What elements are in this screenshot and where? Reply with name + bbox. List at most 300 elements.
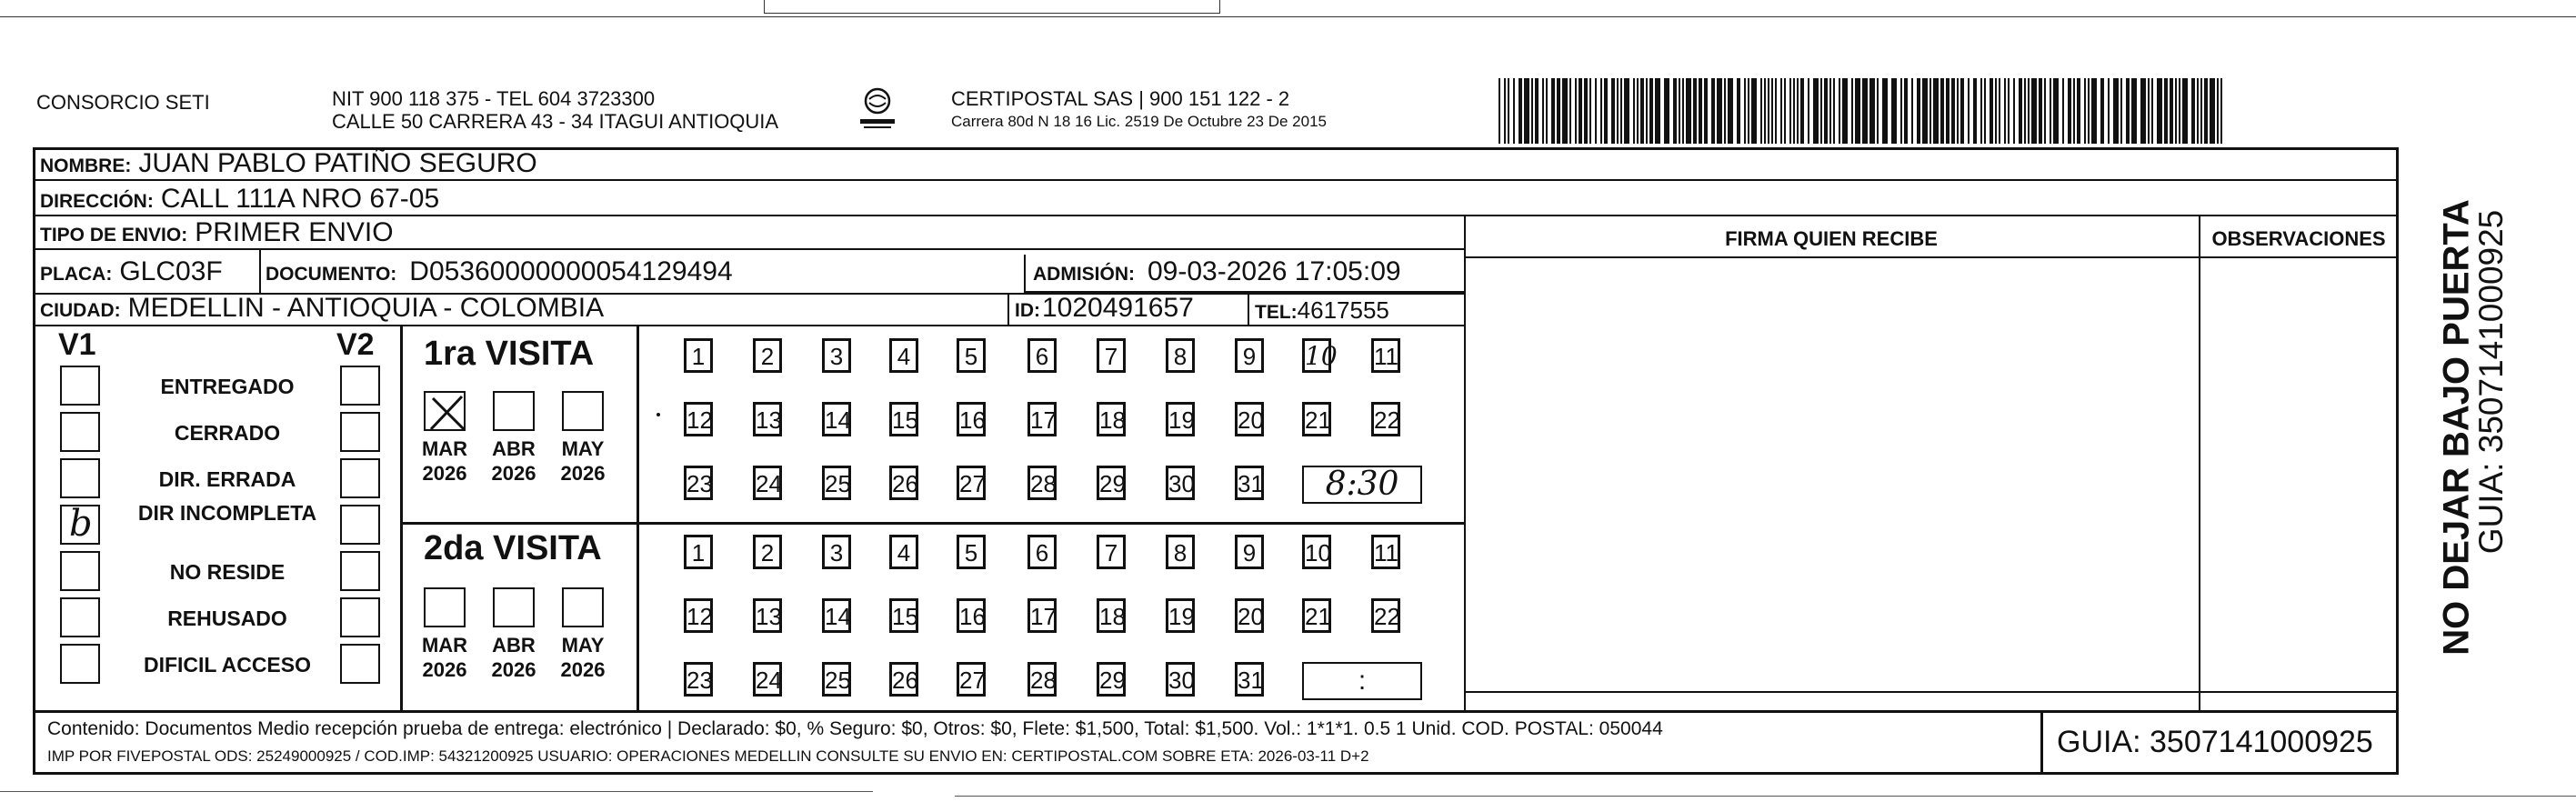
barcode-bar bbox=[1891, 78, 1897, 144]
second-visit-day-box[interactable] bbox=[684, 662, 713, 697]
first-visit-day-number: 3 bbox=[829, 343, 844, 370]
barcode-bar bbox=[1531, 78, 1533, 144]
status-label: NO RESIDE bbox=[169, 560, 286, 584]
second-visit-day-box[interactable] bbox=[1166, 662, 1195, 697]
first-visit-day-box[interactable] bbox=[1027, 338, 1057, 373]
first-visit-day-box[interactable] bbox=[1235, 338, 1264, 373]
first-visit-month-checkbox[interactable] bbox=[424, 391, 466, 431]
v1-checkbox[interactable] bbox=[60, 551, 100, 591]
barcode-bar bbox=[2175, 78, 2177, 144]
certipostal-logo bbox=[858, 86, 897, 132]
barcode-bar bbox=[2091, 78, 2097, 144]
second-visit-day-number: 9 bbox=[1242, 539, 1257, 566]
first-visit-day-box[interactable] bbox=[1027, 466, 1057, 500]
second-visit-day-box[interactable] bbox=[1302, 598, 1331, 633]
barcode-bar bbox=[1679, 78, 1680, 144]
nit-line: NIT 900 118 375 - TEL 604 3723300 bbox=[332, 87, 656, 110]
barcode-bar bbox=[1829, 78, 1831, 144]
rule bbox=[636, 325, 639, 710]
barcode-bar bbox=[1508, 78, 1509, 144]
status-label: REHUSADO bbox=[167, 607, 287, 630]
second-visit-day-box[interactable] bbox=[1235, 598, 1264, 633]
second-visit-month-checkbox[interactable] bbox=[562, 587, 604, 627]
second-visit-day-box[interactable] bbox=[889, 662, 918, 697]
first-visit-day-number: 18 bbox=[1099, 406, 1126, 434]
first-visit-day-box[interactable] bbox=[684, 338, 713, 373]
barcode-bar bbox=[1717, 78, 1722, 144]
barcode-bar bbox=[1604, 78, 1608, 144]
second-visit-day-box[interactable] bbox=[1027, 598, 1057, 633]
placa-label: PLACA: bbox=[40, 264, 113, 285]
second-visit-day-number: 21 bbox=[1305, 603, 1331, 630]
first-visit-day-box[interactable] bbox=[1371, 402, 1400, 436]
barcode-bar bbox=[2084, 78, 2086, 144]
second-visit-day-box[interactable] bbox=[822, 598, 851, 633]
month-check-mark bbox=[426, 393, 467, 433]
second-visit-month-label: MAY bbox=[561, 634, 605, 657]
barcode-bar bbox=[2164, 78, 2168, 144]
first-visit-day-number: 9 bbox=[1242, 343, 1257, 370]
second-visit-day-number: 2 bbox=[760, 539, 775, 566]
barcode-bar bbox=[1624, 78, 1629, 144]
first-visit-day-box[interactable] bbox=[753, 466, 782, 500]
second-visit-month-checkbox[interactable] bbox=[493, 587, 535, 627]
barcode-bar bbox=[1789, 78, 1791, 144]
second-visit-day-box[interactable] bbox=[1097, 535, 1126, 569]
barcode-bar bbox=[1900, 78, 1902, 144]
barcode-bar bbox=[1869, 78, 1875, 144]
second-visit-day-number: 12 bbox=[687, 603, 713, 630]
second-visit-day-box[interactable] bbox=[889, 598, 918, 633]
barcode-bar bbox=[1617, 78, 1619, 144]
v2-checkbox[interactable] bbox=[340, 597, 380, 637]
first-visit-day-number: 24 bbox=[756, 470, 782, 497]
barcode-bar bbox=[1911, 78, 1913, 144]
second-visit-day-number: 31 bbox=[1238, 667, 1264, 694]
rule bbox=[259, 248, 261, 293]
barcode-bar bbox=[2204, 78, 2208, 144]
barcode-bar bbox=[1917, 78, 1920, 144]
first-visit-day-box[interactable] bbox=[1097, 402, 1126, 436]
first-visit-day-box[interactable] bbox=[957, 466, 986, 500]
barcode-bar bbox=[1673, 78, 1677, 144]
barcode-bar bbox=[1933, 78, 1939, 144]
v2-checkbox[interactable] bbox=[340, 505, 380, 545]
barcode-bar bbox=[1760, 78, 1762, 144]
barcode-bar bbox=[1784, 78, 1786, 144]
barcode-bar bbox=[1724, 78, 1726, 144]
second-visit-day-number: 4 bbox=[897, 539, 911, 566]
first-visit-day-number: 15 bbox=[892, 406, 918, 434]
barcode-bar bbox=[2120, 78, 2122, 144]
second-visit-day-number: 26 bbox=[892, 667, 918, 694]
first-visit-day-number: 10 bbox=[1305, 341, 1338, 371]
first-visit-time-box[interactable]: 8:30 bbox=[1302, 466, 1422, 504]
first-visit-day-number: 22 bbox=[1374, 406, 1400, 434]
barcode-bar bbox=[1797, 78, 1799, 144]
rule bbox=[33, 179, 2399, 181]
barcode-bar bbox=[1999, 78, 2000, 144]
barcode-bar bbox=[1968, 78, 1970, 144]
first-visit-day-number: 25 bbox=[825, 470, 851, 497]
rule bbox=[0, 791, 873, 792]
second-visit-day-number: 13 bbox=[756, 603, 782, 630]
v1-checkbox[interactable] bbox=[60, 412, 100, 452]
barcode-bar bbox=[2191, 78, 2195, 144]
barcode-bar bbox=[2028, 78, 2030, 144]
barcode-bar bbox=[2113, 78, 2119, 144]
first-visit-day-number: 7 bbox=[1104, 343, 1118, 370]
second-visit-day-box[interactable] bbox=[1235, 662, 1264, 697]
second-visit-month-label: MAR bbox=[421, 634, 468, 657]
barcode-bar bbox=[1620, 78, 1622, 144]
barcode-bar bbox=[2182, 78, 2188, 144]
barcode-bar bbox=[1551, 78, 1555, 144]
second-visit-day-box[interactable] bbox=[1166, 598, 1195, 633]
second-visit-day-number: 23 bbox=[687, 667, 713, 694]
barcode-bar bbox=[2039, 78, 2042, 144]
barcode-bar bbox=[2073, 78, 2075, 144]
second-visit-day-number: 3 bbox=[829, 539, 844, 566]
id-value: 1020491657 bbox=[1042, 293, 1194, 323]
side-guia: GUIA: 3507141000925 bbox=[2472, 209, 2510, 555]
barcode-bar bbox=[1557, 78, 1560, 144]
barcode-bar bbox=[2220, 78, 2222, 144]
second-visit-day-box[interactable] bbox=[684, 535, 713, 569]
documento-row bbox=[266, 256, 733, 287]
first-visit-day-box[interactable] bbox=[1166, 338, 1195, 373]
first-visit-day-number: 1 bbox=[691, 343, 706, 370]
status-label: CERRADO bbox=[174, 421, 281, 445]
v1-checkbox[interactable] bbox=[60, 366, 100, 406]
footer-guia: GUIA: 3507141000925 bbox=[2057, 725, 2373, 759]
barcode-bar bbox=[1768, 78, 1769, 144]
barcode-bar bbox=[1693, 78, 1697, 144]
second-visit-day-number: 28 bbox=[1030, 667, 1057, 694]
first-visit-day-box[interactable] bbox=[1097, 338, 1126, 373]
barcode-bar bbox=[1808, 78, 1809, 144]
barcode-bar bbox=[2019, 78, 2022, 144]
second-visit-day-box[interactable] bbox=[822, 535, 851, 569]
second-visit-day-box[interactable] bbox=[1027, 662, 1057, 697]
placa-value: GLC03F bbox=[119, 256, 223, 286]
second-visit-day-number: 20 bbox=[1238, 603, 1264, 630]
ciudad-label: CIUDAD: bbox=[40, 300, 121, 321]
first-visit-month-checkbox[interactable] bbox=[562, 391, 604, 431]
v2-checkbox[interactable] bbox=[340, 458, 380, 498]
barcode-bar bbox=[2053, 78, 2059, 144]
barcode-bar bbox=[1820, 78, 1822, 144]
first-visit-day-number: 17 bbox=[1030, 406, 1057, 434]
first-visit-day-box[interactable] bbox=[1097, 466, 1126, 500]
observaciones-header: OBSERVACIONES bbox=[2211, 227, 2386, 250]
barcode-bar bbox=[2008, 78, 2010, 144]
second-visit-month-label: ABR bbox=[492, 634, 536, 657]
barcode-bar bbox=[1922, 78, 1928, 144]
footer-line1: Contenido: Documentos Medio recepción prueba de entrega: electrónico | Declarado: $0, % Seguro: $0, Otros: $0, Flete: $1,500, Total: $1,500. Vol.: 1*1*1. 0.5 1 Unid. COD. POSTAL: 050044 bbox=[47, 718, 1663, 739]
v2-checkbox[interactable] bbox=[340, 644, 380, 684]
first-visit-day-number: 28 bbox=[1030, 470, 1057, 497]
direccion-row bbox=[40, 184, 439, 215]
barcode-bar bbox=[1542, 78, 1544, 144]
barcode-bar bbox=[1855, 78, 1860, 144]
first-visit-day-number: 13 bbox=[756, 406, 782, 434]
second-visit-day-number: 19 bbox=[1168, 603, 1195, 630]
first-visit-day-box[interactable] bbox=[753, 338, 782, 373]
second-visit-day-box[interactable] bbox=[1235, 535, 1264, 569]
first-visit-day-box[interactable] bbox=[1027, 402, 1057, 436]
footer-line2: IMP POR FIVEPOSTAL ODS: 25249000925 / COD.IMP: 54321200925 USUARIO: OPERACIONES MEDELLIN CONSULTE SU ENVIO EN: CERTIPOSTAL.COM SOBRE ETA: 2026-03-11 D+2 bbox=[47, 747, 1369, 765]
first-visit-day-box[interactable] bbox=[753, 402, 782, 436]
barcode-bar bbox=[1862, 78, 1868, 144]
direccion-value: CALL 111A NRO 67-05 bbox=[160, 184, 440, 214]
status-label: DIFICIL ACCESO bbox=[143, 653, 311, 677]
status-label: ENTREGADO bbox=[160, 375, 295, 398]
first-visit-day-box[interactable] bbox=[1302, 402, 1331, 436]
id-label: ID: bbox=[1015, 300, 1040, 321]
rule bbox=[1248, 293, 1249, 325]
first-visit-day-box[interactable] bbox=[889, 466, 918, 500]
barcode-bar bbox=[2148, 78, 2150, 144]
v2-checkbox[interactable] bbox=[340, 412, 380, 452]
ciudad-row bbox=[40, 293, 604, 324]
second-visit-day-box[interactable] bbox=[957, 662, 986, 697]
barcode-bar bbox=[1584, 78, 1588, 144]
second-visit-day-box[interactable] bbox=[1371, 535, 1400, 569]
first-visit-day-number: 6 bbox=[1035, 343, 1049, 370]
speck bbox=[657, 413, 660, 416]
barcode-bar bbox=[1744, 78, 1746, 144]
second-visit-day-number: 11 bbox=[1374, 539, 1398, 566]
barcode-bar bbox=[1595, 78, 1597, 144]
first-visit-title: 1ra VISITA bbox=[424, 335, 595, 373]
second-visit-day-box[interactable] bbox=[753, 535, 782, 569]
second-visit-day-number: 5 bbox=[964, 539, 978, 566]
first-visit-day-box[interactable] bbox=[684, 466, 713, 500]
v1-checkbox[interactable] bbox=[60, 597, 100, 637]
top-tab bbox=[764, 0, 1220, 14]
barcode-bar bbox=[1842, 78, 1848, 144]
first-visit-day-number: 30 bbox=[1168, 470, 1195, 497]
admision-row bbox=[1033, 256, 1401, 287]
first-visit-day-box[interactable] bbox=[822, 402, 851, 436]
first-visit-day-box[interactable] bbox=[1302, 338, 1338, 373]
second-visit-day-number: 22 bbox=[1374, 603, 1400, 630]
rule bbox=[1464, 215, 1466, 710]
second-visit-day-number: 29 bbox=[1099, 667, 1126, 694]
documento-label: DOCUMENTO: bbox=[266, 264, 397, 285]
barcode-bar bbox=[1682, 78, 1684, 144]
first-visit-day-box[interactable] bbox=[889, 402, 918, 436]
barcode-bar bbox=[1973, 78, 1977, 144]
second-visit-year-label: 2026 bbox=[422, 658, 467, 681]
second-visit-day-box[interactable] bbox=[1097, 598, 1126, 633]
first-visit-day-number: 4 bbox=[897, 343, 911, 370]
side-warning: NO DEJAR BAJO PUERTA bbox=[2436, 199, 2477, 656]
first-visit-month-checkbox[interactable] bbox=[493, 391, 535, 431]
barcode-bar bbox=[1775, 78, 1777, 144]
nombre-value: JUAN PABLO PATIÑO SEGURO bbox=[138, 148, 537, 178]
direccion-label: DIRECCIÓN: bbox=[40, 191, 154, 212]
company-name: CONSORCIO SETI bbox=[36, 91, 210, 114]
first-visit-year-label: 2026 bbox=[422, 462, 467, 485]
barcode-bar bbox=[1686, 78, 1691, 144]
barcode-bar bbox=[1793, 78, 1795, 144]
first-visit-day-box[interactable] bbox=[889, 338, 918, 373]
barcode-bar bbox=[1995, 78, 1997, 144]
first-visit-day-box[interactable] bbox=[1166, 402, 1195, 436]
barcode-bar bbox=[1771, 78, 1773, 144]
barcode-bar bbox=[1748, 78, 1749, 144]
rule bbox=[1464, 691, 2399, 693]
barcode-bar bbox=[2024, 78, 2026, 144]
barcode-bar bbox=[1851, 78, 1853, 144]
nombre-label: NOMBRE: bbox=[40, 155, 132, 176]
documento-value: D05360000000054129494 bbox=[409, 256, 733, 286]
first-visit-day-box[interactable] bbox=[1166, 466, 1195, 500]
barcode-bar bbox=[2013, 78, 2015, 144]
barcode-bar bbox=[2170, 78, 2173, 144]
first-visit-day-number: 23 bbox=[687, 470, 713, 497]
second-visit-day-box[interactable] bbox=[1302, 535, 1331, 569]
barcode-bar bbox=[1957, 78, 1959, 144]
barcode-bar bbox=[2197, 78, 2199, 144]
barcode-bar bbox=[2151, 78, 2153, 144]
second-visit-month-checkbox[interactable] bbox=[424, 587, 466, 627]
second-visit-day-number: 15 bbox=[892, 603, 918, 630]
first-visit-day-number: 12 bbox=[687, 406, 713, 434]
second-visit-day-box[interactable] bbox=[684, 598, 713, 633]
first-visit-day-number: 14 bbox=[825, 406, 851, 434]
second-visit-day-box[interactable] bbox=[753, 598, 782, 633]
admision-label: ADMISIÓN: bbox=[1033, 264, 1135, 285]
v2-checkbox[interactable] bbox=[340, 551, 380, 591]
barcode-bar bbox=[2068, 78, 2071, 144]
admision-value: 09-03-2026 17:05:09 bbox=[1148, 256, 1401, 286]
barcode-bar bbox=[1646, 78, 1648, 144]
second-visit-day-number: 6 bbox=[1035, 539, 1049, 566]
placa-row bbox=[40, 256, 223, 287]
barcode-bar bbox=[1600, 78, 1602, 144]
second-visit-day-box[interactable] bbox=[1097, 662, 1126, 697]
second-visit-day-box[interactable] bbox=[1371, 598, 1400, 633]
rule bbox=[33, 325, 1464, 326]
first-visit-day-number: 29 bbox=[1099, 470, 1126, 497]
second-visit-day-number: 18 bbox=[1099, 603, 1126, 630]
barcode-bar bbox=[1633, 78, 1635, 144]
first-visit-day-number: 21 bbox=[1305, 406, 1331, 434]
barcode-bar bbox=[1800, 78, 1804, 144]
barcode-bar bbox=[1951, 78, 1955, 144]
v2-checkbox[interactable] bbox=[340, 366, 380, 406]
barcode-bar bbox=[2031, 78, 2037, 144]
barcode-bar bbox=[1519, 78, 1522, 144]
rule bbox=[1007, 293, 1009, 325]
second-visit-day-box[interactable] bbox=[957, 598, 986, 633]
barcode-bar bbox=[1589, 78, 1591, 144]
first-visit-day-number: 8 bbox=[1173, 343, 1188, 370]
barcode-bar bbox=[1649, 78, 1653, 144]
v1-checkbox[interactable] bbox=[60, 644, 100, 684]
barcode-bar bbox=[1728, 78, 1733, 144]
rule bbox=[955, 796, 2576, 797]
id-row bbox=[1015, 293, 1194, 324]
barcode-bar bbox=[1513, 78, 1515, 144]
second-visit-day-box[interactable] bbox=[822, 662, 851, 697]
barcode-bar bbox=[1940, 78, 1944, 144]
second-visit-day-number: 25 bbox=[825, 667, 851, 694]
barcode-bar bbox=[1882, 78, 1888, 144]
barcode-bar bbox=[2088, 78, 2090, 144]
barcode-bar bbox=[1737, 78, 1740, 144]
rule bbox=[33, 248, 1464, 250]
barcode-bar bbox=[1960, 78, 1964, 144]
barcode-bar bbox=[2077, 78, 2080, 144]
first-visit-day-box[interactable] bbox=[957, 338, 986, 373]
second-visit-day-number: 8 bbox=[1173, 539, 1188, 566]
first-visit-day-box[interactable] bbox=[1235, 402, 1264, 436]
barcode-bar bbox=[1711, 78, 1715, 144]
second-visit-day-box[interactable] bbox=[957, 535, 986, 569]
certipostal-line1: CERTIPOSTAL SAS | 900 151 122 - 2 bbox=[951, 87, 1290, 110]
second-visit-day-box[interactable] bbox=[753, 662, 782, 697]
barcode-bar bbox=[1984, 78, 1986, 144]
certipostal-line2: Carrera 80d N 18 16 Lic. 2519 De Octubre 23 De 2015 bbox=[951, 113, 1327, 130]
barcode-bar bbox=[1562, 78, 1568, 144]
barcode-bar bbox=[1877, 78, 1879, 144]
barcode-bar bbox=[2062, 78, 2064, 144]
barcode-bar bbox=[1764, 78, 1766, 144]
barcode-bar bbox=[1664, 78, 1669, 144]
barcode-bar bbox=[2200, 78, 2202, 144]
second-visit-time-box[interactable]: : bbox=[1302, 662, 1422, 700]
barcode-bar bbox=[1990, 78, 1993, 144]
second-visit-day-box[interactable] bbox=[1166, 535, 1195, 569]
v1-checkbox[interactable] bbox=[60, 458, 100, 498]
first-visit-month-label: MAY bbox=[561, 437, 605, 460]
barcode-bar bbox=[2140, 78, 2146, 144]
barcode-bar bbox=[2217, 78, 2219, 144]
barcode-bar bbox=[1929, 78, 1931, 144]
first-visit-day-box[interactable] bbox=[684, 402, 713, 436]
ciudad-value: MEDELLIN - ANTIOQUIA - COLOMBIA bbox=[127, 293, 605, 323]
first-visit-day-number: 20 bbox=[1238, 406, 1264, 434]
second-visit-day-number: 7 bbox=[1104, 539, 1118, 566]
first-visit-day-number: 26 bbox=[892, 470, 918, 497]
first-visit-day-box[interactable] bbox=[1371, 338, 1400, 373]
barcode-bar bbox=[2131, 78, 2137, 144]
second-visit-day-number: 27 bbox=[959, 667, 986, 694]
second-visit-day-box[interactable] bbox=[1027, 535, 1057, 569]
barcode-bar bbox=[1980, 78, 1982, 144]
nombre-row bbox=[40, 148, 537, 179]
barcode-bar bbox=[2108, 78, 2110, 144]
barcode-bar bbox=[1575, 78, 1577, 144]
second-visit-day-box[interactable] bbox=[889, 535, 918, 569]
barcode-bar bbox=[2179, 78, 2180, 144]
first-visit-day-box[interactable] bbox=[822, 338, 851, 373]
second-visit-day-number: 17 bbox=[1030, 603, 1057, 630]
barcode-bar bbox=[1839, 78, 1840, 144]
first-visit-day-box[interactable] bbox=[957, 402, 986, 436]
barcode-bar bbox=[2050, 78, 2051, 144]
v1-checkbox[interactable] bbox=[60, 505, 100, 545]
address-line: CALLE 50 CARRERA 43 - 34 ITAGUI ANTIOQUIA bbox=[332, 110, 779, 133]
first-visit-day-box[interactable] bbox=[822, 466, 851, 500]
first-visit-day-number: 31 bbox=[1238, 470, 1264, 497]
barcode bbox=[1498, 78, 2222, 148]
first-visit-day-box[interactable] bbox=[1235, 466, 1264, 500]
